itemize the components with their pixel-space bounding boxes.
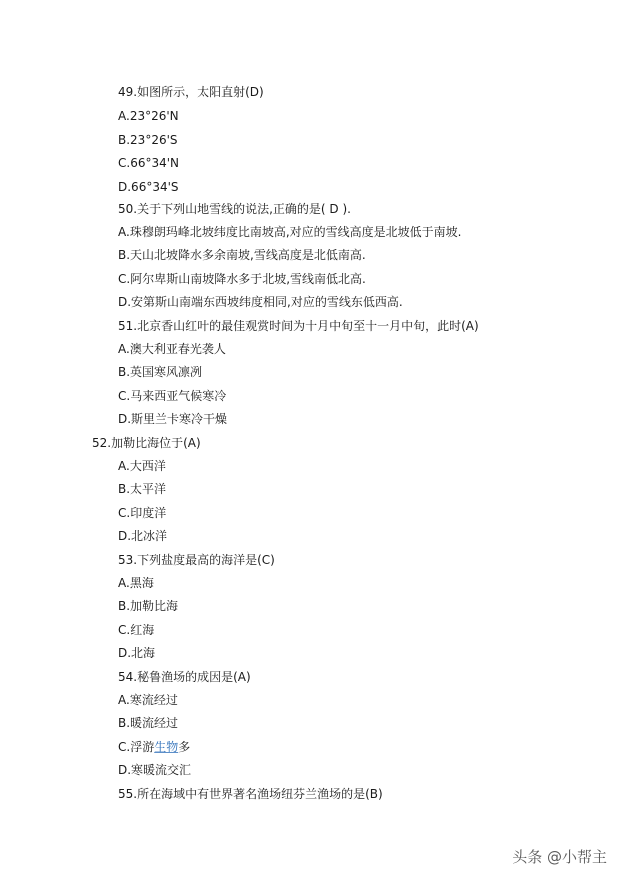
question-53-option-b: B.加勒比海 (118, 599, 179, 613)
question-54-option-c-prefix: C.浮游 (118, 740, 155, 754)
question-52-option-c: C.印度洋 (118, 506, 167, 520)
question-53-option-d: D.北海 (118, 646, 156, 660)
biology-link[interactable]: 生物 (154, 740, 179, 754)
watermark: 头条 @小帮主 (512, 848, 607, 866)
question-51-option-c: C.马来西亚气候寒冷 (118, 389, 227, 403)
question-51-stem: 51.北京香山红叶的最佳观赏时间为十月中旬至十一月中旬，此时(A) (118, 319, 479, 333)
question-50-option-c: C.阿尔卑斯山南坡降水多于北坡,雪线南低北高. (118, 272, 366, 286)
question-49-option-c: C.66°34'N (118, 156, 180, 170)
question-49-option-a: A.23°26'N (118, 109, 179, 123)
question-49-option-b: B.23°26'S (118, 133, 178, 147)
question-54-option-d: D.寒暖流交汇 (118, 763, 192, 777)
question-54-stem: 54.秘鲁渔场的成因是(A) (118, 670, 251, 684)
question-54-option-b: B.暖流经过 (118, 716, 179, 730)
question-49-stem: 49.如图所示，太阳直射(D) (118, 85, 264, 99)
question-52-option-a: A.大西洋 (118, 459, 166, 473)
question-54-option-a: A.寒流经过 (118, 693, 178, 707)
question-50-option-a: A.珠穆朗玛峰北坡纬度比南坡高,对应的雪线高度是北坡低于南坡. (118, 225, 462, 239)
question-52-option-d: D.北冰洋 (118, 529, 168, 543)
question-54-option-c-suffix: 多 (178, 740, 191, 754)
question-52-option-b: B.太平洋 (118, 482, 167, 496)
question-52-stem: 52.加勒比海位于(A) (92, 436, 201, 450)
question-51-option-d: D.斯里兰卡寒冷干燥 (118, 412, 228, 426)
question-49-option-d: D.66°34'S (118, 180, 179, 194)
question-53-option-c: C.红海 (118, 623, 155, 637)
question-50-stem: 50.关于下列山地雪线的说法,正确的是( D ). (118, 202, 351, 216)
question-50-option-d: D.安第斯山南端东西坡纬度相同,对应的雪线东低西高. (118, 295, 403, 309)
question-55-stem: 55.所在海域中有世界著名渔场纽芬兰渔场的是(B) (118, 787, 383, 801)
question-51-option-a: A.澳大利亚春光袭人 (118, 342, 226, 356)
question-51-option-b: B.英国寒风凛冽 (118, 365, 203, 379)
question-50-option-b: B.天山北坡降水多余南坡,雪线高度是北低南高. (118, 248, 366, 262)
question-53-stem: 53.下列盐度最高的海洋是(C) (118, 553, 275, 567)
question-53-option-a: A.黑海 (118, 576, 154, 590)
question-54-option-c (118, 739, 190, 755)
